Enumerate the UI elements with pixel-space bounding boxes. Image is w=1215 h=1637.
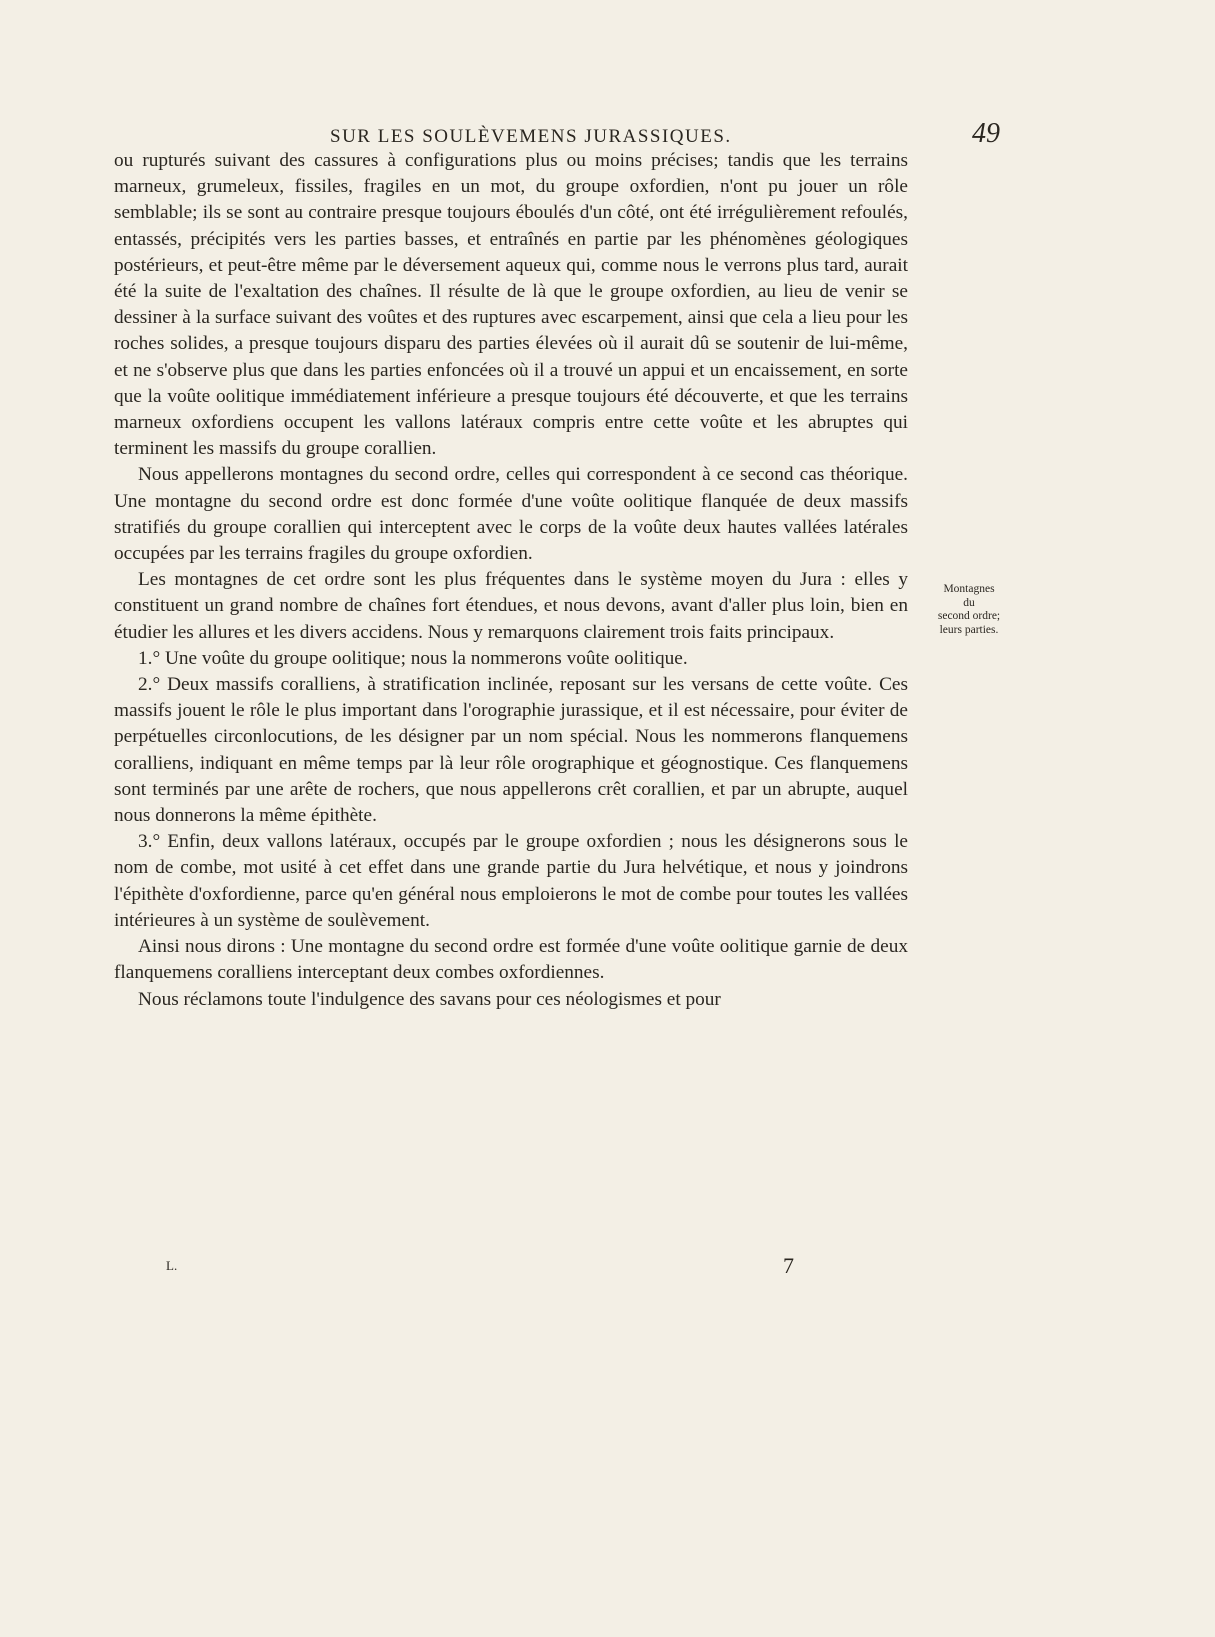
paragraph-2: Nous appellerons montagnes du second ordre, celles qui correspondent à ce second cas théorique. Une montagne du second ordre est donc formée d'une voûte oolitique flanquée de deux massifs stratifiés du groupe corallien qui interceptent avec le corps de la voûte deux hautes vallées latérales occupées par les terrains fragiles du groupe oxfordien. (114, 464, 908, 565)
running-title: SUR LES SOULÈVEMENS JURASSIQUES. (330, 126, 732, 147)
signature-mark: L. (166, 1258, 178, 1273)
sheet-number: 7 (783, 1253, 794, 1278)
body-text (114, 148, 908, 1013)
margin-note-line-2: du (963, 596, 975, 609)
paragraph-4: 1.° Une voûte du groupe oolitique; nous la nommerons voûte oolitique. (138, 647, 688, 669)
margin-note-line-4: leurs parties. (939, 623, 999, 636)
paragraph-1: ou rupturés suivant des cassures à configurations plus ou moins précises; tandis que les terrains marneux, grumeleux, fissiles, fragiles en un mot, du groupe oxfordien, n'ont pu jouer un rôle semblable; ils se sont au contraire presque toujours éboulés d'un côté, ont été irrégulièrement refoulés, entassés, précipités vers les parties basses, et entraînés en partie par les phénomènes géologiques postérieurs, et peut-être même par le déversement aqueux qui, comme nous le verrons plus tard, aurait été la suite de l'exaltation des chaînes. Il résulte de là que le groupe oxfordien, au lieu de venir se dessiner à la surface suivant des voûtes et des ruptures avec escarpement, ainsi que cela a lieu pour les roches solides, a presque toujours disparu des parties élevées où il aurait dû se soutenir de lui-même, et ne s'observe plus que dans les parties enfoncées où il a trouvé un appui et un encaissement, en sorte que la voûte oolitique immédiatement inférieure a presque toujours été découverte, et que les terrains marneux oxfordiens occupent les vallons latéraux compris entre cette voûte et les abruptes qui terminent les massifs du groupe corallien. (114, 150, 908, 460)
paragraph-7: Ainsi nous dirons : Une montagne du second ordre est formée d'une voûte oolitique garnie de deux flanquemens coralliens interceptant deux combes oxfordiennes. (114, 936, 908, 984)
margin-note-line-1: Montagnes (943, 583, 995, 595)
paragraph-3: Les montagnes de cet ordre sont les plus fréquentes dans le système moyen du Jura : elles y constituent un grand nombre de chaînes fort étendues, et nous devons, avant d'aller plus loin, bien en étudier les allures et les divers accidens. Nous y remarquons clairement trois faits principaux. (114, 569, 908, 643)
paragraph-5: 2.° Deux massifs coralliens, à stratification inclinée, reposant sur les versans de cette voûte. Ces massifs jouent le rôle le plus important dans l'orographie jurassique, et il est nécessaire, pour éviter de perpétuelles circonlocutions, de les désigner par un nom spécial. Nous les nommerons flanquemens coralliens, indiquant en même temps par là leur rôle orographique et géognostique. Ces flanquemens sont terminés par une arête de rochers, que nous appellerons crêt corallien, et par un abrupte, auquel nous donnerons la même épithète. (114, 674, 908, 827)
margin-note-line-3: second ordre; (937, 610, 1001, 622)
paragraph-8: Nous réclamons toute l'indulgence des savans pour ces néologismes et pour (138, 988, 721, 1010)
margin-note (924, 583, 1014, 637)
paragraph-6: 3.° Enfin, deux vallons latéraux, occupés par le groupe oxfordien ; nous les désignerons sous le nom de combe, mot usité à cet effet dans une grande partie du Jura helvétique, et nous y joindrons l'épithète d'oxfordienne, parce qu'en général nous emploierons le mot de combe pour toutes les vallées intérieures à un système de soulèvement. (114, 831, 908, 931)
page-number: 49 (972, 118, 1000, 149)
